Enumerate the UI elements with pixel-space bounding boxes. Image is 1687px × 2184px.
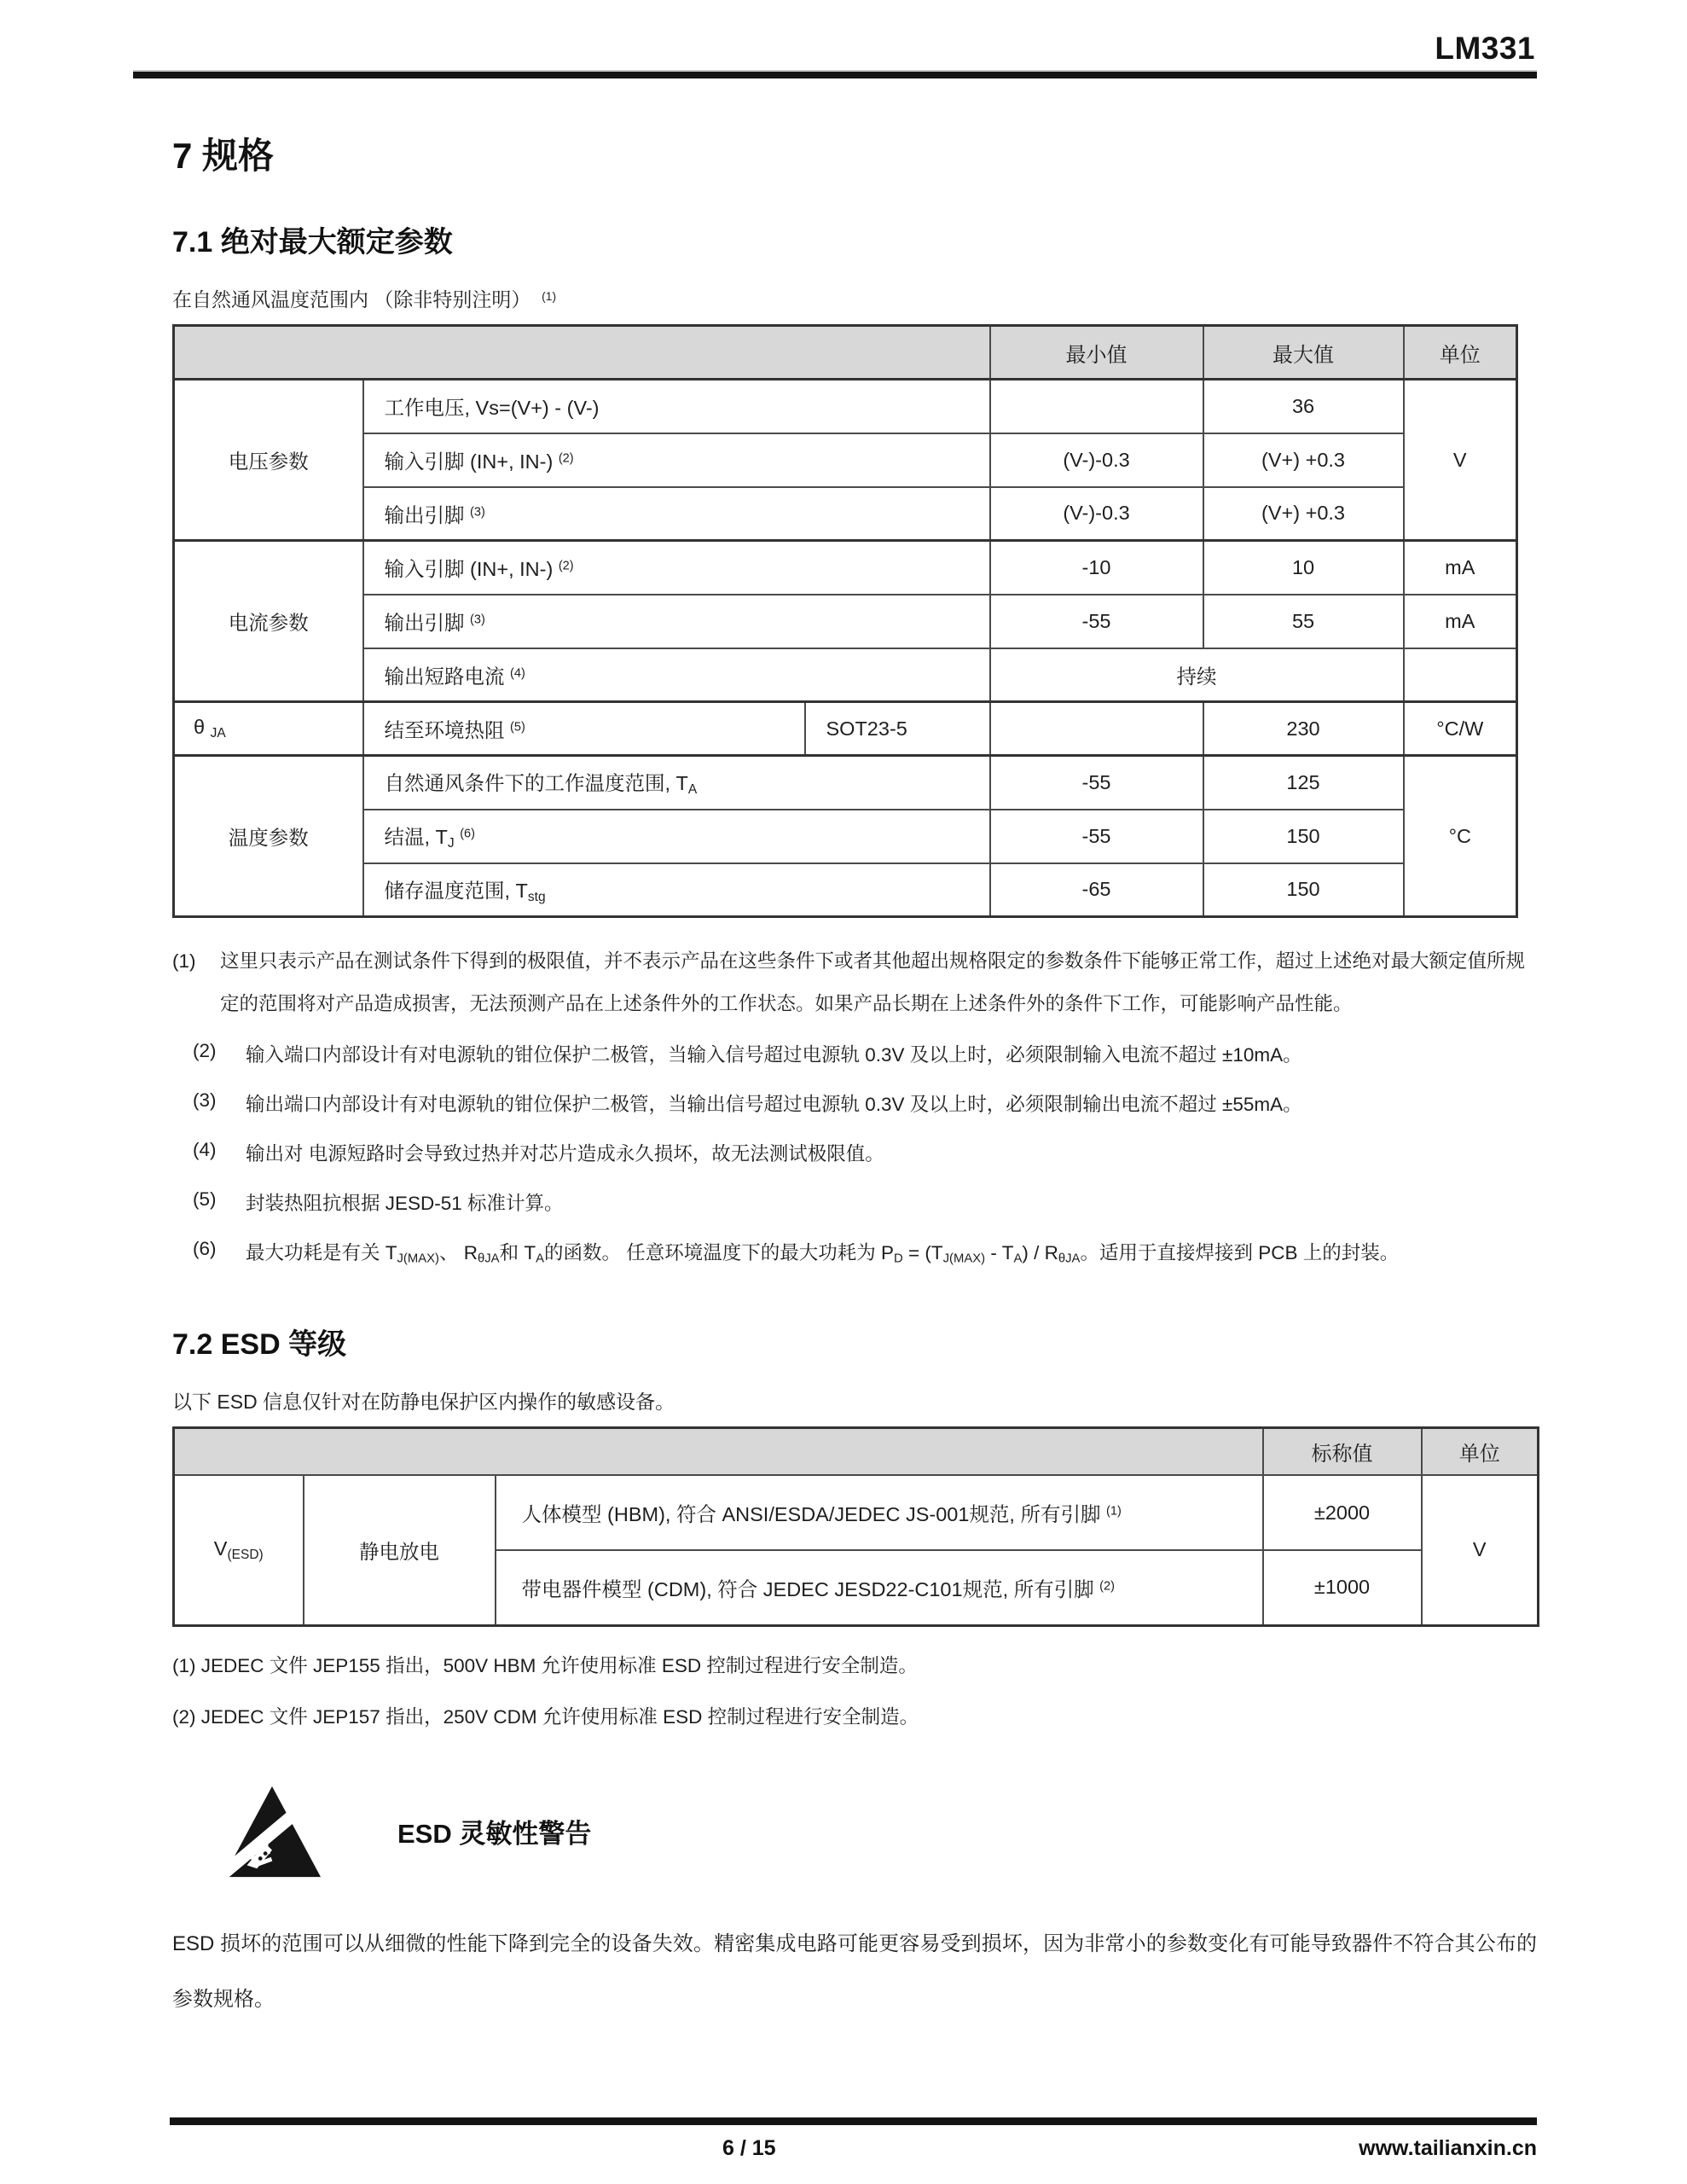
amr-unit-voltage: V xyxy=(1404,380,1517,541)
amr-max-supply-voltage: 36 xyxy=(1203,380,1404,433)
amr-param-input-pins-i: 输入引脚 (IN+, IN-) $^{(2)}$ xyxy=(363,541,990,595)
amr-max-storage-temp: 150 xyxy=(1203,863,1404,917)
table-row xyxy=(174,1475,1539,1550)
amr-max-output-pin-i: 55 xyxy=(1203,595,1404,648)
section-7-title: 7 规格 xyxy=(172,136,275,176)
amr-param-storage-temp: 储存温度范围, $T_{stg}$ xyxy=(363,863,990,917)
esd-hbm-value: ±2000 xyxy=(1263,1475,1422,1550)
esd-cdm-value: ±1000 xyxy=(1263,1550,1422,1625)
table-row xyxy=(174,863,1517,917)
amr-param-output-pin-v: 输出引脚 $^{(3)}$ xyxy=(363,487,990,541)
amr-param-junction-temp: 结温, $T_J$ $^{(6)}$ xyxy=(363,810,990,863)
amr-min-junction-temp: -55 xyxy=(990,810,1203,863)
amr-group-temperature: 温度参数 xyxy=(174,756,363,917)
abs-max-intro-text: 在自然通风温度范围内 （除非特别注明） xyxy=(172,288,531,311)
table-row xyxy=(174,648,1517,702)
footnote-6-text: 最大功耗是有关 $T_{J(MAX)}$、 $R_{\theta JA}$和 $T_A$的函数。 任意环境温度下的最大功耗为 $P_D = (T_{J(MAX)} - T_A) / R_{\theta JA}$。适用于直接焊接到 PCB 上的封装。 xyxy=(246,1242,1400,1266)
footnote-1-marker: (1) xyxy=(172,950,196,972)
footnote-5-text: 封装热阻抗根据 JESD-51 标准计算。 xyxy=(246,1193,564,1214)
amr-header-min: 最小值 xyxy=(990,326,1203,380)
amr-param-supply-voltage: 工作电压, Vs=(V+) - (V-) xyxy=(363,380,990,433)
amr-param-input-pins-v: 输入引脚 (IN+, IN-) $^{(2)}$ xyxy=(363,433,990,487)
amr-min-output-pin-v: (V-)-0.3 xyxy=(990,487,1203,541)
table-row xyxy=(174,756,1517,810)
amr-max-input-pins-v: (V+) +0.3 xyxy=(1203,433,1404,487)
page-footer xyxy=(170,2117,1537,2160)
amr-header-row xyxy=(174,326,1517,380)
table-row xyxy=(174,541,1517,595)
footnote-1 xyxy=(172,940,1537,1025)
esd-warning-title: ESD 灵敏性警告 xyxy=(397,1819,592,1850)
footnote-4-marker: (4) xyxy=(193,1139,217,1160)
footnote-1-text: 这里只表示产品在测试条件下得到的极限值，并不表示产品在这些条件下或者其他超出规格限定的参数条件下能够正常工作，超过上述绝对最大额定值所规定的范围将对产品造成损害，无法预测产品在上述条件外的工作状态。如果产品长期在上述条件外的条件下工作，可能影响产品性能。 xyxy=(220,950,1526,1014)
amr-min-input-pins-v: (V-)-0.3 xyxy=(990,433,1203,487)
footnote-4 xyxy=(172,1139,1537,1166)
table-row xyxy=(174,487,1517,541)
amr-max-input-pins-i: 10 xyxy=(1203,541,1404,595)
esd-cdm-description: 带电器件模型 (CDM), 符合 JEDEC JESD22-C101规范, 所有引脚 $^{(2)}$ xyxy=(496,1550,1263,1625)
esd-warning-body: ESD 损坏的范围可以从细微的性能下降到完全的设备失效。精密集成电路可能更容易受到损坏，因为非常小的参数变化有可能导致器件不符合其公布的参数规格。 xyxy=(172,1931,1537,2011)
table-row xyxy=(174,595,1517,648)
amr-min-output-pin-i: -55 xyxy=(990,595,1203,648)
amr-value-short-circuit: 持续 xyxy=(990,648,1404,702)
page-header xyxy=(0,0,1687,78)
amr-min-input-pins-i: -10 xyxy=(990,541,1203,595)
page-content xyxy=(0,128,1687,2027)
amr-group-theta-ja: θ $_{JA}$ xyxy=(174,702,363,756)
esd-symbol-vesd: $V_{(ESD)}$ xyxy=(174,1475,304,1625)
amr-param-short-circuit: 输出短路电流 $^{(4)}$ xyxy=(363,648,990,702)
esd-hbm-description: 人体模型 (HBM), 符合 ANSI/ESDA/JEDEC JS-001规范, 所有引脚 $^{(1)}$ xyxy=(496,1475,1263,1550)
amr-min-operating-temp: -55 xyxy=(990,756,1203,810)
amr-header-max: 最大值 xyxy=(1203,326,1404,380)
footnote-6-marker: (6) xyxy=(193,1238,217,1259)
amr-header-unit: 单位 xyxy=(1404,326,1517,380)
amr-max-thermal-resistance: 230 xyxy=(1203,702,1404,756)
esd-label-discharge: 静电放电 xyxy=(304,1475,496,1625)
amr-unit-short-circuit xyxy=(1404,648,1517,702)
amr-header-empty-cell xyxy=(174,326,990,380)
footer-rule xyxy=(170,2117,1537,2125)
esd-header-row xyxy=(174,1427,1539,1475)
footnote-5-marker: (5) xyxy=(193,1188,217,1210)
section-7-1-title: 7.1 绝对最大额定参数 xyxy=(172,226,453,258)
amr-min-supply-voltage xyxy=(990,380,1203,433)
amr-unit-input-pins-i: mA xyxy=(1404,541,1517,595)
header-rule xyxy=(133,70,1537,78)
footnote-3-marker: (3) xyxy=(193,1089,217,1111)
amr-max-operating-temp: 125 xyxy=(1203,756,1404,810)
product-title: LM331 xyxy=(1435,31,1535,66)
amr-max-junction-temp: 150 xyxy=(1203,810,1404,863)
esd-unit: V xyxy=(1422,1475,1539,1625)
table-row xyxy=(174,380,1517,433)
amr-min-storage-temp: -65 xyxy=(990,863,1203,917)
table-row xyxy=(174,810,1517,863)
footnote-4-text: 输出对 电源短路时会导致过热并对芯片造成永久损坏，故无法测试极限值。 xyxy=(246,1143,884,1165)
esd-footnote-1: (1) JEDEC 文件 JEP155 指出，500V HBM 允许使用标准 ESD 控制过程进行安全制造。 xyxy=(172,1654,918,1676)
amr-package-sot23-5: SOT23-5 xyxy=(805,702,990,756)
amr-min-thermal-resistance xyxy=(990,702,1203,756)
footnote-3-text: 输出端口内部设计有对电源轨的钳位保护二极管，当输出信号超过电源轨 0.3V 及以上时，必须限制输出电流不超过 ±55mA。 xyxy=(246,1094,1302,1115)
table-row xyxy=(174,702,1517,756)
section-7-2-title: 7.2 ESD 等级 xyxy=(172,1327,347,1361)
abs-max-intro xyxy=(172,284,1537,312)
amr-unit-temperature: °C xyxy=(1404,756,1517,917)
amr-param-operating-temp: 自然通风条件下的工作温度范围, $T_A$ xyxy=(363,756,990,810)
footer-website: www.tailianxin.cn xyxy=(1359,2136,1537,2160)
esd-footnote-2: (2) JEDEC 文件 JEP157 指出，250V CDM 允许使用标准 ESD 控制过程进行安全制造。 xyxy=(172,1705,919,1728)
footnote-2-marker: (2) xyxy=(193,1040,217,1061)
esd-header-unit: 单位 xyxy=(1422,1427,1539,1475)
amr-group-current: 电流参数 xyxy=(174,541,363,702)
footnote-3 xyxy=(172,1089,1537,1117)
amr-param-output-pin-i: 输出引脚 $^{(3)}$ xyxy=(363,595,990,648)
amr-group-voltage: 电压参数 xyxy=(174,380,363,541)
esd-ratings-table xyxy=(172,1426,1539,1627)
page-number: 6 / 15 xyxy=(722,2136,776,2160)
amr-unit-thermal-resistance: °C/W xyxy=(1404,702,1517,756)
esd-footnotes xyxy=(172,1651,1537,1729)
table-row xyxy=(174,433,1517,487)
footnote-6 xyxy=(172,1238,1537,1266)
absolute-maximum-ratings-table xyxy=(172,324,1518,918)
esd-header-empty-cell xyxy=(174,1427,1263,1475)
footnote-2 xyxy=(172,1040,1537,1067)
esd-warning-banner xyxy=(172,1784,1537,1879)
abs-max-footnotes xyxy=(172,940,1537,1266)
amr-unit-output-pin-i: mA xyxy=(1404,595,1517,648)
footnote-5 xyxy=(172,1188,1537,1216)
esd-intro: 以下 ESD 信息仅针对在防静电保护区内操作的敏感设备。 xyxy=(172,1390,675,1413)
esd-triangle-icon xyxy=(222,1784,322,1879)
amr-param-thermal-resistance: 结至环境热阻 $^{(5)}$ xyxy=(363,702,805,756)
abs-max-intro-footnote-marker: (1) xyxy=(542,290,557,304)
footnote-2-text: 输入端口内部设计有对电源轨的钳位保护二极管，当输入信号超过电源轨 0.3V 及以上时，必须限制输入电流不超过 ±10mA。 xyxy=(246,1044,1302,1066)
amr-max-output-pin-v: (V+) +0.3 xyxy=(1203,487,1404,541)
esd-header-value: 标称值 xyxy=(1263,1427,1422,1475)
